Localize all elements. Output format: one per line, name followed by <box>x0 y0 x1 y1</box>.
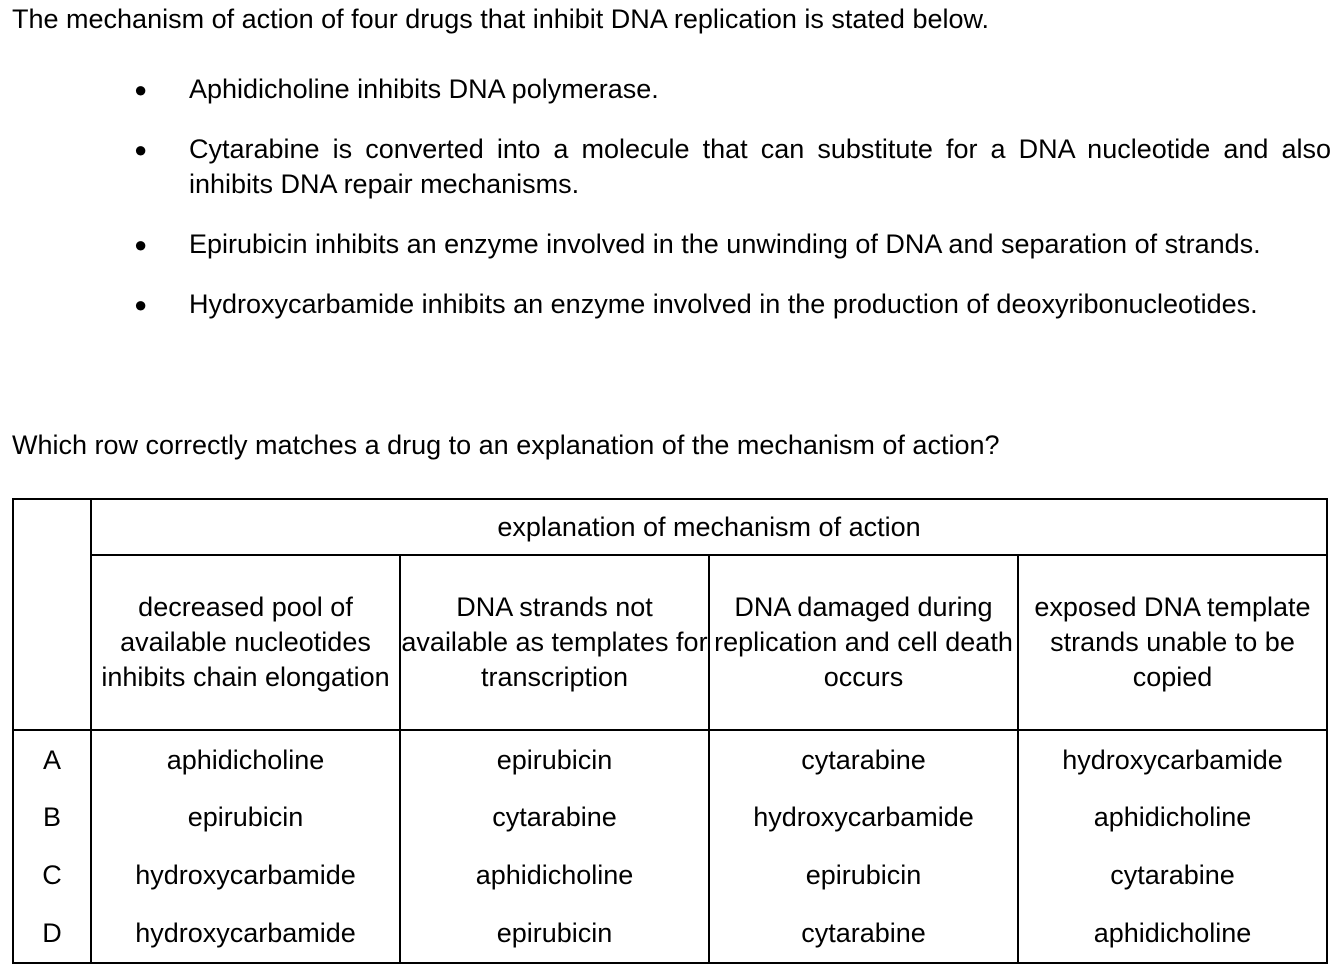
table-row <box>13 846 1327 904</box>
bullet-aphidicholine <box>0 72 1331 107</box>
table-cell: aphidicholine <box>91 730 400 788</box>
table-cell: epirubicin <box>91 788 400 846</box>
table-row <box>13 730 1327 788</box>
table-cell: hydroxycarbamide <box>91 846 400 904</box>
column-header: DNA damaged during replication and cell death occurs <box>709 555 1018 730</box>
table-cell: hydroxycarbamide <box>91 905 400 963</box>
table-cell: hydroxycarbamide <box>709 788 1018 846</box>
row-letter: A <box>13 730 91 788</box>
bullet-text: Cytarabine is converted into a molecule that can substitute for a DNA nucleotide and also inhibits DNA repair mechanisms. <box>189 134 1331 199</box>
bullet-dot-icon: ● <box>134 292 148 317</box>
drug-mechanism-list <box>0 72 1344 322</box>
group-header: explanation of mechanism of action <box>91 499 1327 555</box>
table-cell: hydroxycarbamide <box>1018 730 1327 788</box>
table-cell: cytarabine <box>709 730 1018 788</box>
table-row <box>13 788 1327 846</box>
bullet-text: Hydroxycarbamide inhibits an enzyme involved in the production of deoxyribonucleotides. <box>189 289 1258 319</box>
table-cell: cytarabine <box>709 905 1018 963</box>
table-cell: epirubicin <box>400 730 709 788</box>
row-letter: C <box>13 846 91 904</box>
intro-text: The mechanism of action of four drugs that inhibit DNA replication is stated below. <box>12 4 990 34</box>
bullet-dot-icon: ● <box>134 137 148 162</box>
answer-table <box>12 498 1328 964</box>
table-cell: epirubicin <box>400 905 709 963</box>
bullet-dot-icon: ● <box>134 77 148 102</box>
table-cell: cytarabine <box>400 788 709 846</box>
column-header: DNA strands not available as templates for transcription <box>400 555 709 730</box>
table-group-header-row <box>13 499 1327 555</box>
table-corner-cell <box>13 499 91 730</box>
table-cell: aphidicholine <box>1018 905 1327 963</box>
question-text: Which row correctly matches a drug to an explanation of the mechanism of action? <box>12 430 1000 460</box>
table-row <box>13 905 1327 963</box>
column-header: exposed DNA template strands unable to be copied <box>1018 555 1327 730</box>
bullet-cytarabine <box>0 132 1331 202</box>
table-cell: aphidicholine <box>1018 788 1327 846</box>
bullet-text: Epirubicin inhibits an enzyme involved in the unwinding of DNA and separation of strands. <box>189 229 1261 259</box>
bullet-dot-icon: ● <box>134 232 148 257</box>
table-cell: cytarabine <box>1018 846 1327 904</box>
table-cell: aphidicholine <box>400 846 709 904</box>
column-header: decreased pool of available nucleotides inhibits chain elongation <box>91 555 400 730</box>
bullet-text: Aphidicholine inhibits DNA polymerase. <box>189 74 659 104</box>
table-cell: epirubicin <box>709 846 1018 904</box>
bullet-hydroxycarbamide <box>0 287 1331 322</box>
bullet-epirubicin <box>0 227 1331 262</box>
row-letter: B <box>13 788 91 846</box>
row-letter: D <box>13 905 91 963</box>
table-column-header-row <box>13 555 1327 730</box>
